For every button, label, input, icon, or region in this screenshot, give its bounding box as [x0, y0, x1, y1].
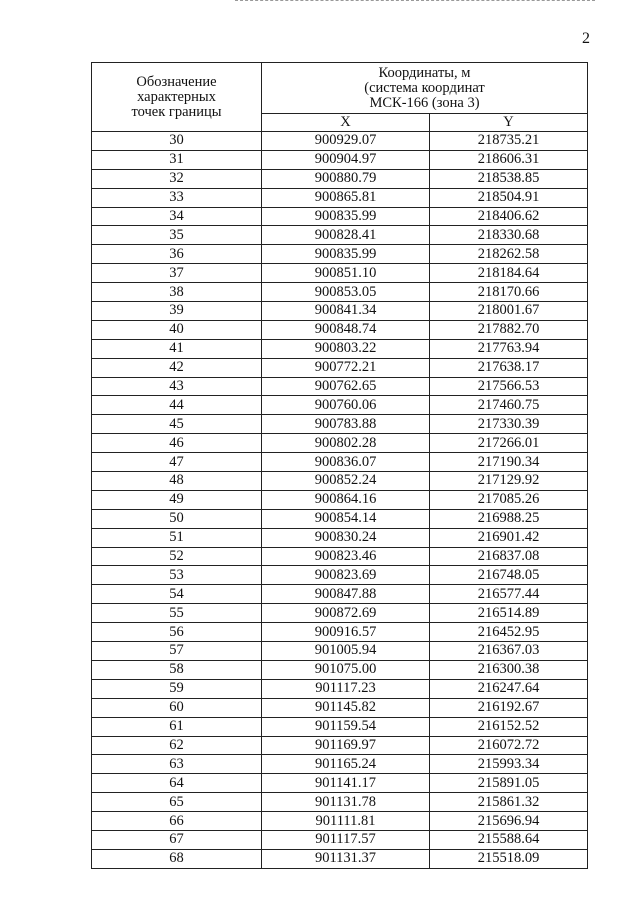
cell-y: 215588.64 [430, 830, 588, 849]
cell-point: 59 [92, 679, 262, 698]
cell-y: 215518.09 [430, 849, 588, 868]
cell-point: 57 [92, 642, 262, 661]
table-row [92, 415, 588, 434]
cell-x: 900772.21 [262, 358, 430, 377]
cell-x: 900783.88 [262, 415, 430, 434]
table-row [92, 377, 588, 396]
cell-x: 900872.69 [262, 604, 430, 623]
cell-y: 216452.95 [430, 623, 588, 642]
cell-point: 60 [92, 698, 262, 717]
cell-x: 900835.99 [262, 245, 430, 264]
table-row [92, 736, 588, 755]
cell-point: 42 [92, 358, 262, 377]
cell-x: 900880.79 [262, 169, 430, 188]
cell-x: 901005.94 [262, 642, 430, 661]
table-row [92, 264, 588, 283]
table-row [92, 793, 588, 812]
cell-point: 63 [92, 755, 262, 774]
cell-point: 58 [92, 660, 262, 679]
page-number: 2 [582, 30, 590, 47]
cell-point: 61 [92, 717, 262, 736]
table-row [92, 812, 588, 831]
cell-point: 36 [92, 245, 262, 264]
cell-y: 218170.66 [430, 283, 588, 302]
cell-y: 216367.03 [430, 642, 588, 661]
cell-point: 48 [92, 472, 262, 491]
cell-point: 53 [92, 566, 262, 585]
cell-y: 217460.75 [430, 396, 588, 415]
cell-x: 901131.78 [262, 793, 430, 812]
cell-x: 900854.14 [262, 509, 430, 528]
cell-x: 901141.17 [262, 774, 430, 793]
table-row [92, 774, 588, 793]
table-row [92, 150, 588, 169]
table-row [92, 358, 588, 377]
cell-x: 900803.22 [262, 339, 430, 358]
header-y: Y [430, 114, 588, 132]
table-row [92, 717, 588, 736]
cell-x: 900836.07 [262, 453, 430, 472]
cell-point: 38 [92, 283, 262, 302]
table-row [92, 132, 588, 151]
cell-x: 900865.81 [262, 188, 430, 207]
cell-y: 217190.34 [430, 453, 588, 472]
table-row [92, 679, 588, 698]
table-row [92, 339, 588, 358]
cell-x: 901131.37 [262, 849, 430, 868]
cell-point: 43 [92, 377, 262, 396]
cell-point: 54 [92, 585, 262, 604]
cell-point: 68 [92, 849, 262, 868]
cell-point: 41 [92, 339, 262, 358]
cell-point: 47 [92, 453, 262, 472]
cell-point: 67 [92, 830, 262, 849]
table-row [92, 642, 588, 661]
cell-y: 216577.44 [430, 585, 588, 604]
cell-point: 37 [92, 264, 262, 283]
cell-point: 62 [92, 736, 262, 755]
cell-x: 901145.82 [262, 698, 430, 717]
cell-x: 900848.74 [262, 320, 430, 339]
cell-y: 217330.39 [430, 415, 588, 434]
cell-point: 40 [92, 320, 262, 339]
cell-point: 45 [92, 415, 262, 434]
table-row [92, 604, 588, 623]
cell-y: 218406.62 [430, 207, 588, 226]
cell-point: 64 [92, 774, 262, 793]
table-row [92, 226, 588, 245]
cell-point: 51 [92, 528, 262, 547]
cell-x: 901117.23 [262, 679, 430, 698]
cell-x: 900851.10 [262, 264, 430, 283]
table-row [92, 509, 588, 528]
cell-point: 56 [92, 623, 262, 642]
scan-edge-dash [235, 0, 595, 3]
cell-y: 218001.67 [430, 302, 588, 321]
table-row [92, 396, 588, 415]
header-x: X [262, 114, 430, 132]
table-row [92, 207, 588, 226]
cell-x: 901165.24 [262, 755, 430, 774]
cell-point: 50 [92, 509, 262, 528]
table-row [92, 849, 588, 868]
cell-x: 900853.05 [262, 283, 430, 302]
cell-y: 216152.52 [430, 717, 588, 736]
cell-y: 216300.38 [430, 660, 588, 679]
table-row [92, 320, 588, 339]
table-row [92, 245, 588, 264]
cell-y: 218606.31 [430, 150, 588, 169]
cell-y: 217085.26 [430, 490, 588, 509]
table-row [92, 547, 588, 566]
cell-y: 218184.64 [430, 264, 588, 283]
table-row [92, 188, 588, 207]
cell-y: 216192.67 [430, 698, 588, 717]
cell-point: 30 [92, 132, 262, 151]
cell-point: 31 [92, 150, 262, 169]
cell-x: 900847.88 [262, 585, 430, 604]
cell-x: 901169.97 [262, 736, 430, 755]
cell-x: 900830.24 [262, 528, 430, 547]
cell-x: 900823.46 [262, 547, 430, 566]
cell-point: 34 [92, 207, 262, 226]
cell-y: 217763.94 [430, 339, 588, 358]
cell-x: 901111.81 [262, 812, 430, 831]
cell-y: 215891.05 [430, 774, 588, 793]
cell-y: 217638.17 [430, 358, 588, 377]
cell-y: 218504.91 [430, 188, 588, 207]
cell-x: 901075.00 [262, 660, 430, 679]
table-row [92, 585, 588, 604]
cell-y: 218330.68 [430, 226, 588, 245]
cell-y: 217882.70 [430, 320, 588, 339]
cell-x: 900762.65 [262, 377, 430, 396]
cell-point: 46 [92, 434, 262, 453]
cell-x: 900835.99 [262, 207, 430, 226]
cell-x: 901159.54 [262, 717, 430, 736]
cell-point: 32 [92, 169, 262, 188]
table-row [92, 453, 588, 472]
table-row [92, 302, 588, 321]
cell-point: 44 [92, 396, 262, 415]
table-row [92, 755, 588, 774]
cell-x: 900841.34 [262, 302, 430, 321]
cell-y: 216901.42 [430, 528, 588, 547]
cell-point: 39 [92, 302, 262, 321]
cell-y: 216247.64 [430, 679, 588, 698]
cell-y: 217129.92 [430, 472, 588, 491]
cell-y: 218262.58 [430, 245, 588, 264]
table-row [92, 472, 588, 491]
cell-point: 33 [92, 188, 262, 207]
table-row [92, 434, 588, 453]
cell-point: 55 [92, 604, 262, 623]
coordinates-table [91, 62, 588, 869]
table-row [92, 623, 588, 642]
cell-x: 900823.69 [262, 566, 430, 585]
cell-y: 218735.21 [430, 132, 588, 151]
cell-x: 900828.41 [262, 226, 430, 245]
cell-y: 217566.53 [430, 377, 588, 396]
cell-y: 216837.08 [430, 547, 588, 566]
header-point-designation: Обозначение характерных точек границы [92, 63, 262, 132]
cell-x: 900852.24 [262, 472, 430, 491]
table-row [92, 490, 588, 509]
cell-point: 49 [92, 490, 262, 509]
cell-point: 52 [92, 547, 262, 566]
cell-x: 900760.06 [262, 396, 430, 415]
table-row [92, 698, 588, 717]
cell-point: 65 [92, 793, 262, 812]
table-row [92, 830, 588, 849]
cell-y: 216748.05 [430, 566, 588, 585]
cell-x: 900864.16 [262, 490, 430, 509]
cell-y: 215861.32 [430, 793, 588, 812]
cell-x: 900904.97 [262, 150, 430, 169]
cell-y: 216514.89 [430, 604, 588, 623]
cell-point: 66 [92, 812, 262, 831]
cell-point: 35 [92, 226, 262, 245]
table-row [92, 283, 588, 302]
table-row [92, 566, 588, 585]
cell-y: 218538.85 [430, 169, 588, 188]
cell-x: 900802.28 [262, 434, 430, 453]
cell-y: 215696.94 [430, 812, 588, 831]
cell-x: 900929.07 [262, 132, 430, 151]
table-row [92, 169, 588, 188]
cell-x: 900916.57 [262, 623, 430, 642]
table-row [92, 528, 588, 547]
cell-y: 215993.34 [430, 755, 588, 774]
header-coordinates: Координаты, м (система координат МСК-166 (зона 3) [262, 63, 588, 114]
table-body [92, 132, 588, 869]
cell-y: 216072.72 [430, 736, 588, 755]
cell-x: 901117.57 [262, 830, 430, 849]
cell-y: 216988.25 [430, 509, 588, 528]
table-row [92, 660, 588, 679]
cell-y: 217266.01 [430, 434, 588, 453]
